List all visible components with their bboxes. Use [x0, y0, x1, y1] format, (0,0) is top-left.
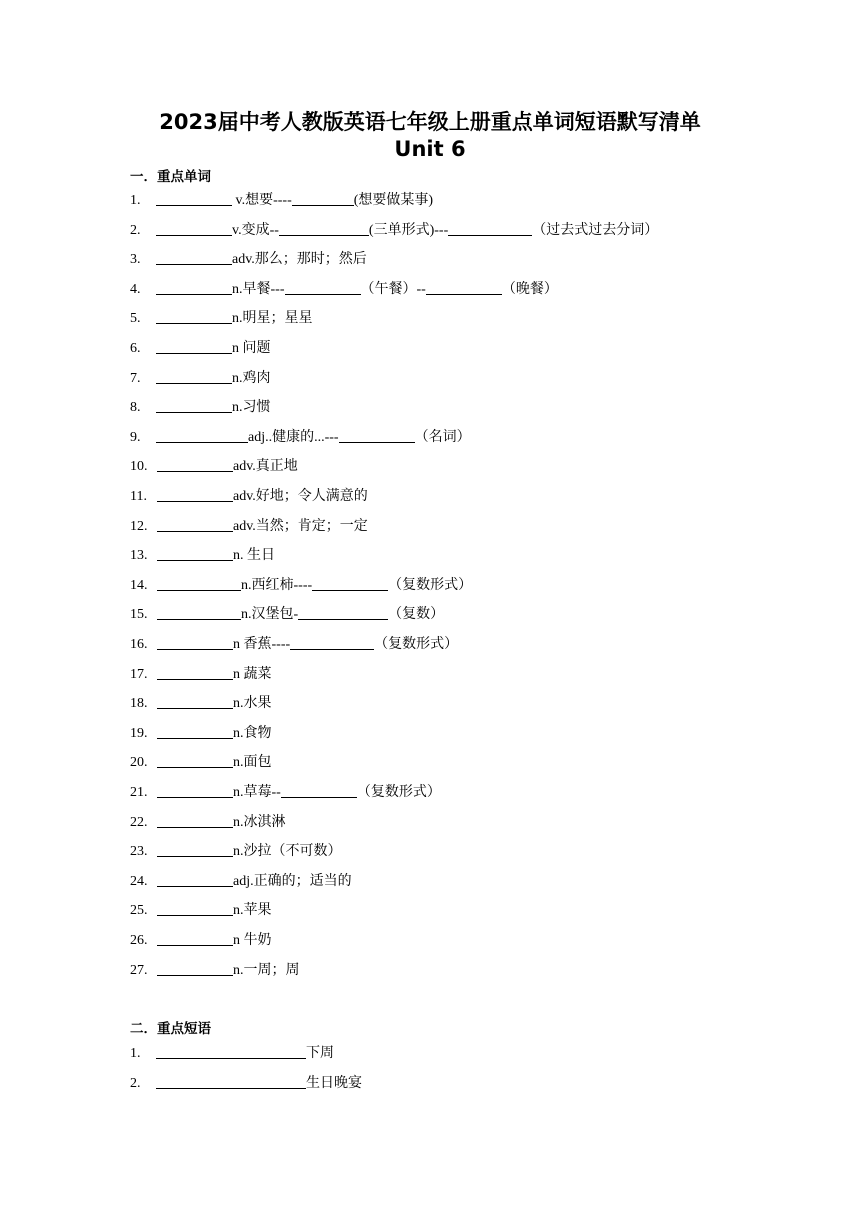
item-text: （晚餐）	[501, 281, 558, 297]
item-number: 19.	[130, 725, 148, 741]
word-item	[130, 577, 472, 595]
word-item	[130, 902, 272, 920]
item-number: 11.	[130, 489, 147, 504]
item-text: （复数形式）	[388, 577, 473, 593]
fill-in-blank[interactable]	[156, 281, 232, 295]
item-text: （午餐）--	[360, 281, 426, 297]
fill-in-blank[interactable]	[448, 222, 532, 236]
item-number: 8.	[130, 400, 141, 416]
word-item	[130, 606, 444, 624]
word-item	[130, 814, 286, 832]
fill-in-blank[interactable]	[339, 429, 415, 443]
section-heading-words: 一．重点单词	[130, 169, 211, 185]
fill-in-blank[interactable]	[156, 251, 232, 265]
item-number: 26.	[130, 933, 148, 948]
fill-in-blank[interactable]	[157, 695, 233, 709]
item-text: （复数形式）	[374, 637, 459, 652]
word-item	[130, 695, 272, 713]
word-item	[130, 192, 433, 210]
item-number: 6.	[130, 341, 141, 356]
word-item	[130, 725, 272, 743]
word-item	[130, 399, 271, 417]
item-text: n 牛奶	[233, 933, 272, 948]
fill-in-blank[interactable]	[157, 902, 233, 916]
word-item	[130, 666, 272, 684]
section-heading-phrases: 二．重点短语	[130, 1021, 211, 1037]
document-title: 2023届中考人教版英语七年级上册重点单词短语默写清单	[159, 110, 701, 134]
item-text: v.想要----	[232, 193, 292, 208]
fill-in-blank[interactable]	[312, 577, 388, 591]
item-number: 17.	[130, 666, 148, 682]
item-text: n.鸡肉	[232, 370, 271, 386]
fill-in-blank[interactable]	[157, 873, 233, 887]
item-number: 1.	[130, 193, 141, 208]
item-text: v.变成--	[232, 222, 279, 238]
phrase-item	[130, 1075, 362, 1093]
fill-in-blank[interactable]	[156, 192, 232, 206]
fill-in-blank[interactable]	[157, 577, 241, 591]
item-number: 9.	[130, 429, 141, 445]
item-number: 23.	[130, 844, 148, 860]
word-item	[130, 547, 275, 565]
item-number: 27.	[130, 962, 148, 978]
word-item	[130, 370, 271, 388]
item-text: n. 生日	[233, 548, 275, 564]
fill-in-blank[interactable]	[156, 429, 248, 443]
item-number: 13.	[130, 548, 148, 564]
item-text: n.食物	[233, 725, 272, 741]
item-text: （复数）	[388, 607, 445, 623]
fill-in-blank[interactable]	[157, 962, 233, 976]
fill-in-blank[interactable]	[156, 370, 232, 384]
item-number: 15.	[130, 607, 148, 623]
fill-in-blank[interactable]	[157, 547, 233, 561]
item-number: 24.	[130, 873, 148, 889]
item-text: n.面包	[233, 755, 272, 771]
fill-in-blank[interactable]	[157, 458, 233, 472]
fill-in-blank[interactable]	[426, 281, 502, 295]
item-text: 下周	[306, 1046, 334, 1061]
item-text: n.草莓--	[233, 785, 281, 800]
item-text: (三单形式)---	[368, 222, 449, 238]
item-number: 12.	[130, 518, 148, 534]
item-number: 21.	[130, 785, 148, 800]
word-item	[130, 784, 441, 802]
item-text: (想要做某事)	[353, 193, 434, 208]
item-number: 7.	[130, 370, 141, 386]
item-text: n.西红柿----	[241, 577, 313, 593]
fill-in-blank[interactable]	[281, 784, 357, 798]
item-text: n.沙拉（不可数）	[233, 844, 342, 860]
item-number: 25.	[130, 903, 148, 919]
word-item	[130, 222, 658, 240]
fill-in-blank[interactable]	[157, 518, 233, 532]
word-item	[130, 340, 271, 358]
item-number: 1.	[130, 1046, 141, 1061]
fill-in-blank[interactable]	[285, 281, 361, 295]
item-number: 10.	[130, 459, 148, 475]
item-text: n.汉堡包-	[241, 607, 299, 623]
item-number: 22.	[130, 814, 148, 830]
item-text: n 香蕉----	[233, 637, 291, 652]
item-text: （过去式过去分词）	[532, 222, 659, 238]
item-text: n.习惯	[232, 400, 271, 416]
fill-in-blank[interactable]	[157, 932, 233, 946]
word-item	[130, 843, 342, 861]
item-text: n 问题	[232, 341, 271, 356]
item-text: n.水果	[233, 696, 272, 712]
fill-in-blank[interactable]	[156, 310, 232, 324]
fill-in-blank[interactable]	[156, 399, 232, 413]
item-number: 5.	[130, 311, 141, 327]
item-text: n.明星；星星	[232, 311, 313, 327]
item-text: （名词）	[414, 429, 471, 445]
fill-in-blank[interactable]	[157, 725, 233, 739]
item-number: 16.	[130, 637, 148, 652]
item-text: adv.真正地	[233, 459, 298, 475]
word-item	[130, 310, 313, 328]
fill-in-blank[interactable]	[157, 754, 233, 768]
fill-in-blank[interactable]	[156, 1045, 306, 1059]
item-number: 2.	[130, 1075, 141, 1091]
item-text: n.苹果	[233, 903, 272, 919]
fill-in-blank[interactable]	[157, 636, 233, 650]
item-text: adv.当然；肯定；一定	[233, 518, 368, 534]
word-item	[130, 458, 298, 476]
fill-in-blank[interactable]	[157, 843, 233, 857]
word-item	[130, 636, 458, 654]
unit-title: Unit 6	[394, 137, 466, 161]
fill-in-blank[interactable]	[157, 784, 233, 798]
fill-in-blank[interactable]	[157, 814, 233, 828]
item-text: （复数形式）	[356, 785, 441, 800]
item-text: n.早餐---	[232, 281, 285, 297]
word-item	[130, 251, 367, 269]
item-number: 14.	[130, 577, 148, 593]
word-item	[130, 962, 300, 980]
item-number: 4.	[130, 281, 141, 297]
item-text: adj.正确的；适当的	[233, 873, 352, 889]
fill-in-blank[interactable]	[157, 488, 233, 502]
word-item	[130, 429, 471, 447]
word-item	[130, 873, 352, 891]
fill-in-blank[interactable]	[292, 192, 354, 206]
phrase-item	[130, 1045, 334, 1063]
fill-in-blank[interactable]	[279, 222, 369, 236]
fill-in-blank[interactable]	[157, 666, 233, 680]
word-item	[130, 281, 558, 299]
word-item	[130, 488, 368, 506]
item-text: 生日晚宴	[306, 1075, 362, 1091]
fill-in-blank[interactable]	[156, 222, 232, 236]
item-text: n.一周；周	[233, 962, 300, 978]
item-number: 20.	[130, 755, 148, 771]
fill-in-blank[interactable]	[156, 340, 232, 354]
word-item	[130, 932, 272, 950]
word-item	[130, 754, 272, 772]
item-text: n.冰淇淋	[233, 814, 286, 830]
word-item	[130, 518, 368, 536]
fill-in-blank[interactable]	[298, 606, 388, 620]
item-text: adv.好地；令人满意的	[233, 489, 368, 504]
item-number: 3.	[130, 252, 141, 268]
item-number: 18.	[130, 696, 148, 712]
fill-in-blank[interactable]	[290, 636, 374, 650]
item-text: adv.那么；那时；然后	[232, 252, 367, 268]
item-number: 2.	[130, 222, 141, 238]
fill-in-blank[interactable]	[157, 606, 241, 620]
item-text: adj..健康的...---	[248, 429, 339, 445]
fill-in-blank[interactable]	[156, 1075, 306, 1089]
item-text: n 蔬菜	[233, 666, 272, 682]
